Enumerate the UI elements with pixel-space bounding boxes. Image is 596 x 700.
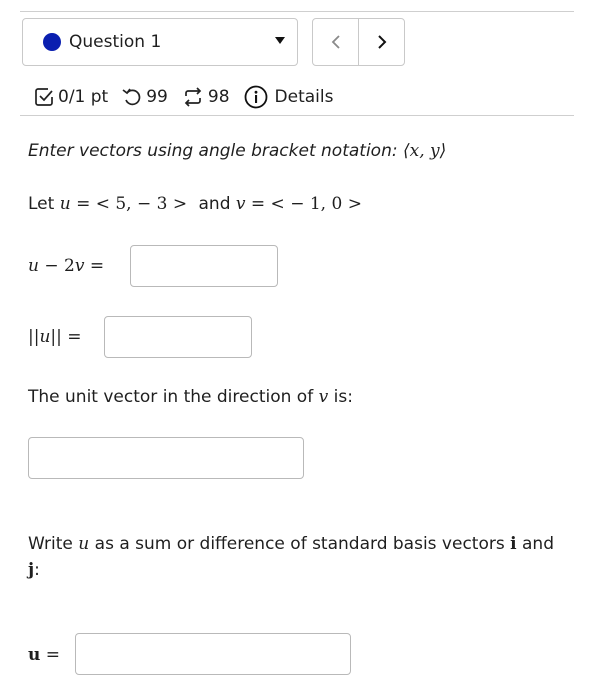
submissions-icon xyxy=(182,87,204,107)
instructions xyxy=(28,141,446,161)
answer-input-unit-vector[interactable] xyxy=(28,437,304,479)
q4-equals: = xyxy=(45,645,61,665)
answer-input-u-basis[interactable] xyxy=(75,633,351,675)
q3-text-after: is: xyxy=(333,387,353,407)
chevron-left-icon xyxy=(329,34,343,50)
u-value: = < 5, − 3 > xyxy=(76,194,188,214)
q3-prompt xyxy=(28,387,353,407)
q1-u: u xyxy=(28,256,39,276)
q2-equals: = xyxy=(67,327,82,347)
u-variable: u xyxy=(59,194,71,214)
q1-minus-two: − 2 xyxy=(44,256,75,276)
q1-expression xyxy=(28,256,104,276)
q4-basis-i: i xyxy=(510,534,517,554)
q4-expression xyxy=(28,645,60,665)
dropdown-caret-icon xyxy=(275,37,285,44)
v-variable: v xyxy=(235,194,246,214)
q4-colon: : xyxy=(34,560,40,580)
answer-input-u-minus-2v[interactable] xyxy=(130,245,278,287)
next-question-button[interactable] xyxy=(358,19,404,65)
q3-text-before: The unit vector in the direction of xyxy=(28,387,314,407)
previous-question-button[interactable] xyxy=(313,19,358,65)
q1-v: v xyxy=(74,256,85,276)
v-value: = < − 1, 0 > xyxy=(250,194,362,214)
question-nav xyxy=(312,18,405,66)
q4-lhs-u: u xyxy=(28,645,41,665)
q4-u: u xyxy=(78,534,90,554)
question-meta xyxy=(34,84,333,110)
submissions-count: 98 xyxy=(207,87,230,107)
q2-expression xyxy=(28,327,82,347)
checkbox-icon xyxy=(34,87,54,107)
q4-prompt xyxy=(28,534,554,554)
info-icon[interactable] xyxy=(244,85,268,109)
q2-norm-u: ||u|| xyxy=(28,327,62,347)
instructions-example: ⟨x, y⟩ xyxy=(402,141,447,161)
top-divider xyxy=(20,11,574,12)
meta-divider xyxy=(20,115,574,116)
q3-v: v xyxy=(318,387,329,407)
chevron-right-icon xyxy=(375,34,389,50)
instructions-text: Enter vectors using angle bracket notation: xyxy=(28,141,398,161)
question-label: Question 1 xyxy=(69,32,162,52)
details-link[interactable]: Details xyxy=(274,87,334,107)
q4-and: and xyxy=(522,534,554,554)
q4-prompt-line2 xyxy=(28,560,40,580)
score-text: 0/1 pt xyxy=(58,87,109,107)
answer-input-norm-u[interactable] xyxy=(104,316,252,358)
let-text: Let xyxy=(28,194,55,214)
q1-equals: = xyxy=(89,256,105,276)
question-status-dot xyxy=(43,33,61,51)
question-select[interactable] xyxy=(22,18,298,66)
retry-icon xyxy=(122,87,142,107)
q4-text1: Write xyxy=(28,534,73,554)
q4-basis-j: j xyxy=(28,560,35,580)
and-text: and xyxy=(198,194,231,214)
q4-text2: as a sum or difference of standard basis vectors xyxy=(94,534,505,554)
given-vectors xyxy=(28,194,362,214)
retries-count: 99 xyxy=(146,87,168,107)
